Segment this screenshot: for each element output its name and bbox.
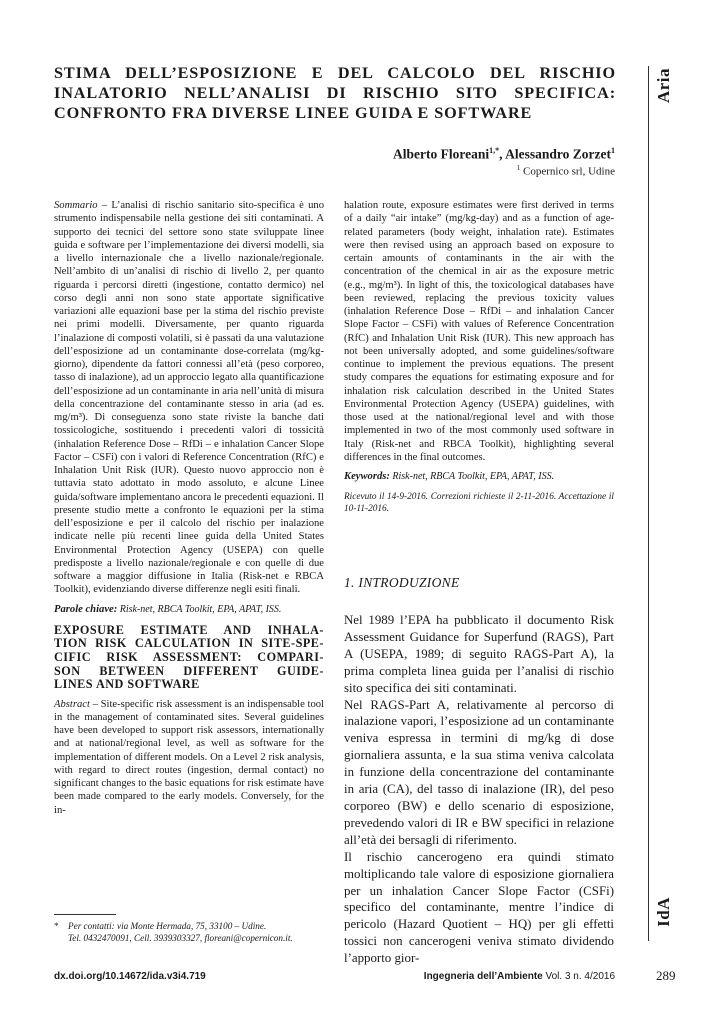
keywords-text: Risk-net, RBCA Toolkit, EPA, APAT, ISS. xyxy=(389,471,555,482)
received-dates: Ricevuto il 14-9-2016. Correzioni richieste il 2-11-2016. Accettazione il 10-11-2016. xyxy=(344,492,614,515)
intro-paragraph: Nel 1989 l’EPA ha pubblicato il documento Risk Assessment Guidance for Superfund (RAGS), Part A (USEPA, 1989; di seguito RAGS-Part A), la prima completa linea guida per l’analisi di rischio sito specifica dei siti contaminati. xyxy=(344,613,614,695)
english-title-line: EXPOSURE ESTIMATE AND INHALA- xyxy=(54,622,324,637)
affiliation-marker: 1 xyxy=(516,164,521,172)
affiliation xyxy=(517,164,615,178)
doi-link[interactable]: dx.doi.org/10.14672/ida.v3i4.719 xyxy=(54,971,206,982)
abstract-label: Abstract – xyxy=(54,698,98,710)
author-name: Alberto Floreani xyxy=(393,146,490,162)
section-tab-aria: Aria xyxy=(654,68,673,104)
contact-footnote xyxy=(54,920,329,944)
sommario-text: L’analisi di rischio sanitario sito-specifica è uno strumento indispensabile nella gestione dei siti contaminati. A supporto dei tecnici del settore sono state sviluppate linee guida e software per l’implementazione dei diversi modelli, sia a livello internazionale che a livello nazionale/regionale. Nell’ambito di un’analisi di rischio di livello 2, per quanto riguarda i percorsi diretti (ingestione, contatto dermico) nel corso degli anni non sono state apportate significative variazioni alle equazioni base per la stima del rischio previste nei primi modelli. Diversamente, per quanto riguarda l’inalazione di composti volatili, si è passati da una valutazione dell’esposizione ad un contaminante dose-correlata (mg/kg-giorno), dipendente da fattori connessi all’età (peso corporeo, tasso di inalazione), ad un approccio legato alla quantificazione dell’esposizione ad un contaminante in aria nell’unità di misura della concentrazione del contaminante stesso in aria (ad es. mg/m³). Di conseguenza sono state riviste la banche dati tossicologiche, sostituendo i precedenti valori di tossicità (inhalation Reference Dose – RfDi – e inhalation Cancer Slope Factor – CSFi) con i valori di Reference Concentration (RfC) e Inhalation Unit Risk (IUR). Questo nuovo approccio non è tuttavia stato adottato in modo assoluto, e alcune Linee guida/software implementano ancora le precedenti equazioni. Il presente studio mette a confronto le equazioni per la stima dell’esposizione e per il calcolo del rischio per inalazione indicate nelle più recenti linee guida della United States Environmental Protection Agency (USEPA) con quelle predisposte a livello nazionale/regionale e con quelle di due software a maggior diffusione in Italia (Risk-net e RBCA Toolkit), evidenziando diverse differenze negli esiti finali. xyxy=(54,200,325,596)
title-line: STIMA DELL’ESPOSIZIONE E DEL CALCOLO DEL RISCHIO xyxy=(54,64,616,82)
author-affil-marker: 1,* xyxy=(489,146,500,155)
introduction-body xyxy=(344,612,614,967)
section-heading-introduzione: 1. INTRODUZIONE xyxy=(344,575,460,590)
sommario-label: Sommario – xyxy=(54,200,108,211)
footnote-line: Tel. 0432470091, Cell. 3939303327, floreani@copernicon.it. xyxy=(68,933,293,943)
english-title-line: TION RISK CALCULATION IN SITE-SPE- xyxy=(54,636,324,651)
page-number: 289 xyxy=(656,968,676,983)
title-line: INALATORIO NELL’ANALISI DI RISCHIO SITO SPECIFICA: xyxy=(54,84,616,102)
author-list xyxy=(393,146,615,163)
intro-paragraph: Il rischio cancerogeno era quindi stimato moltiplicando tale valore di esposizione giornaliera per un inhalation Cancer Slope Factor (CSFi) specifico del contaminante, mentre l’indice di pericolo (Hazard Quotient – HQ) per gli effetti tossici non cancerogeni veniva stimato dividendo l’apporto gior- xyxy=(344,849,614,966)
parole-chiave-text: Risk-net, RBCA Toolkit, EPA, APAT, ISS. xyxy=(117,603,282,615)
footnote-rule xyxy=(54,914,116,915)
journal-reference xyxy=(424,971,615,982)
footnote-marker: * xyxy=(54,921,59,931)
abstract-text: Site-specific risk assessment is an indispensable tool in the management of contaminated sites. Several guidelines have been developed to support risk assessors, internationally and at national/regional level, as well as software for the implementation of different models. On a Level 2 risk analysis, with regard to direct routes (ingestion, dermal contact) no significant changes to the basic equations for risk estimate have been made compared to the early models. Conversely, for the in- xyxy=(54,698,324,816)
affiliation-text: Copernico srl, Udine xyxy=(520,165,615,178)
journal-tab-ida: IdA xyxy=(654,897,673,927)
parole-chiave-label: Parole chiave: xyxy=(54,603,118,615)
side-rule xyxy=(648,66,649,941)
abstract-continuation: halation route, exposure estimates were first derived in terms of a daily “air intake” (mg/kg-day) and as a function of age-related parameters (body weight, inhalation rate). Estimates were then revised using an approach based on exposure to certain amounts of contaminants in the air with the concentration of the chemical in air as the exposure metric (e.g., mg/m³). In light of this, the toxicological databases have been reviewed, replacing the previous toxicity values (inhalation Reference Dose – RfDi – and inhalation Cancer Slope Factor – CSFi) with values of Reference Concentration (RfC) and Inhalation Unit Risk (IUR). This new approach has not been universally adopted, and some guidelines/software continue to implement the previous equations. The present study compares the equations for estimating exposure and for inhalation risk calculation described in the United States Environmental Protection Agency (USEPA) guidelines, with those used at the national/regional level and with those implemented in two of the most commonly used software in Italy (Risk-net and RBCA Toolkit), highlighting several differences in the final outcomes. xyxy=(344,200,614,463)
title-line: CONFRONTO FRA DIVERSE LINEE GUIDA E SOFTWARE xyxy=(54,104,533,122)
author-name: Alessandro Zorzet xyxy=(505,146,611,162)
journal-name: Ingegneria dell’Ambiente xyxy=(423,971,543,982)
keywords-label: Keywords: xyxy=(344,471,390,482)
english-title-line: SON BETWEEN DIFFERENT GUIDE- xyxy=(54,663,324,678)
parole-chiave xyxy=(54,603,324,616)
journal-issue: Vol. 3 n. 4/2016 xyxy=(542,971,615,982)
left-column xyxy=(54,199,324,817)
author-affil-marker: 1 xyxy=(611,146,615,155)
keywords xyxy=(344,470,614,483)
paper-title xyxy=(54,63,616,123)
abstract-paragraph xyxy=(54,698,324,817)
english-title xyxy=(54,624,324,692)
english-title-line: CIFIC RISK ASSESSMENT: COMPARI- xyxy=(54,649,324,664)
sommario-paragraph xyxy=(54,199,324,597)
intro-paragraph: Nel RAGS-Part A, relativamente al percorso di inalazione vapori, l’esposizione ad un contaminante veniva espressa in termini di mg/kg di dose giornaliera assunta, e la sua stima veniva calcolata in funzione della concentrazione del contaminante in aria (CA), del tasso di inalazione (IR), del peso corporeo (BW) e dello scenario di esposizione, prevedendo valori di IR e BW specifici in relazione all’età dei bersagli di riferimento. xyxy=(344,697,614,847)
footnote-line: Per contatti: via Monte Hermada, 75, 33100 – Udine. xyxy=(68,921,267,931)
right-column xyxy=(344,199,614,515)
english-title-line: LINES AND SOFTWARE xyxy=(54,677,200,692)
author-separator: , xyxy=(499,146,506,162)
